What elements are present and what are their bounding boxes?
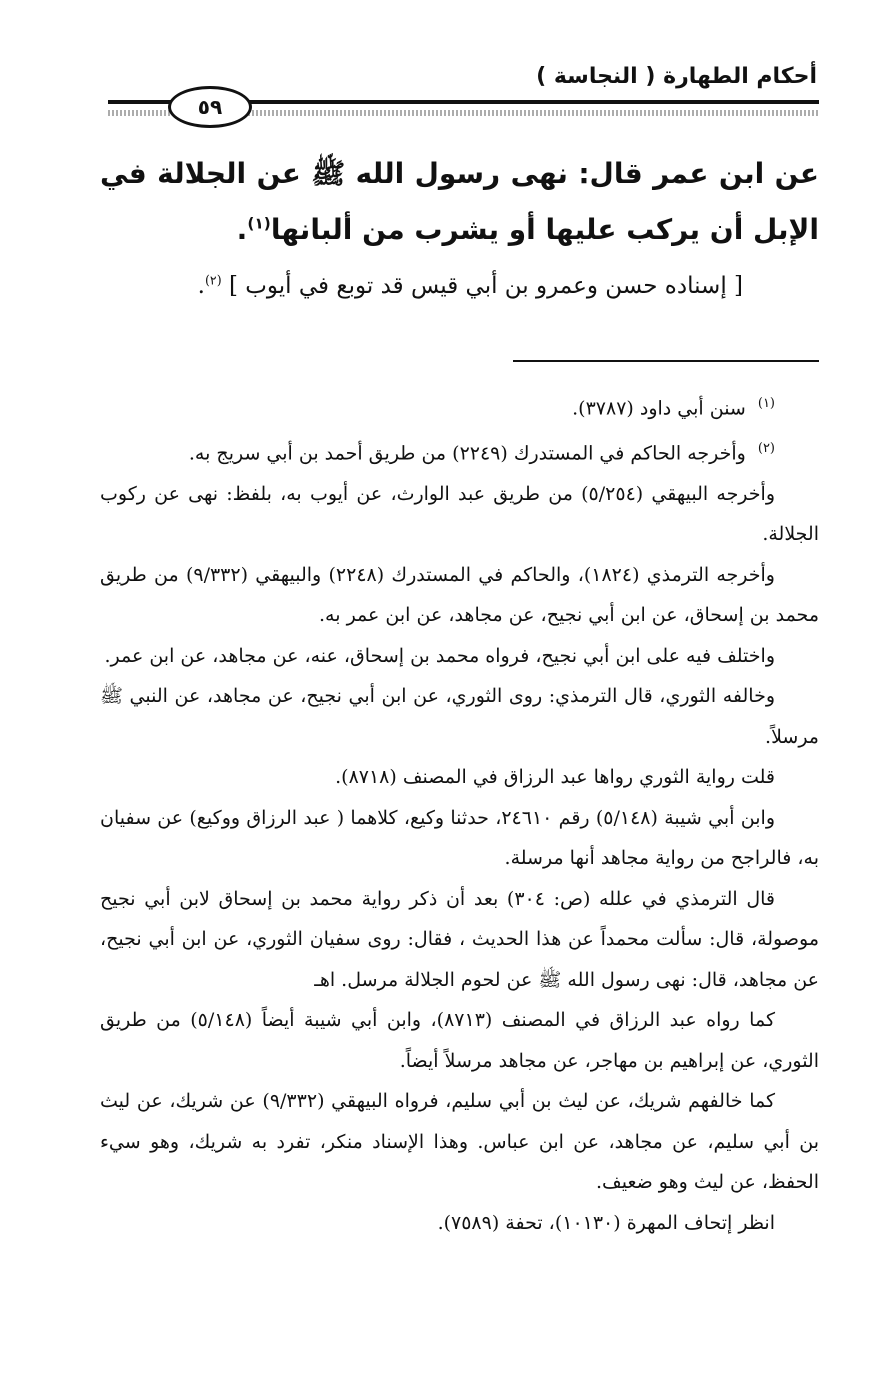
main-text [100,146,819,306]
footnote-paragraph: وابن أبي شيبة (٥/١٤٨) رقم ٢٤٦١٠، حدثنا وكيع، كلاهما ( عبد الرزاق ووكيع) عن سفيان به، فالراجح من رواية مجاهد أنها مرسلة. [100,806,819,870]
grading-footnote-ref: (٢) [204,272,222,288]
footnote-paragraph: كما خالفهم شريك، عن ليث بن أبي سليم، فرواه البيهقي (٩/٣٣٢) عن شريك، عن ليث بن أبي سليم، عن مجاهد، عن ابن عباس. وهذا الإسناد منكر، تفرد به شريك، وهو سيء الحفظ، عن ليث وهو ضعيف. [100,1090,819,1194]
hadith-footnote-ref: (١) [247,214,271,233]
isnad-grading: [ إسناده حسن وعمرو بن أبي قيس قد توبع في أيوب ] $^{(٢)}$. [197,272,743,299]
footnote-paragraph: واختلف فيه على ابن أبي نجيح، فرواه محمد بن إسحاق، عنه، عن مجاهد، عن ابن عمر. [104,644,775,667]
footnote-paragraph: وأخرجه الترمذي (١٨٢٤)، والحاكم في المستدرك (٢٢٤٨) والبيهقي (٩/٣٣٢) من طريق محمد بن إسحاق، عن ابن أبي نجيح، عن مجاهد، عن ابن عمر به. [100,563,819,627]
footnote-1-marker: (١) [757,396,775,411]
hadith-text: عن ابن عمر قال: نهى رسول الله ﷺ عن الجلالة في الإبل أن يركب عليها أو يشرب من ألبانها$^{(١)}$. [100,157,819,246]
footnote-2: $^{(٢)}$وأخرجه الحاكم في المستدرك (٢٢٤٩) من طريق أحمد بن أبي سريج به. [188,440,775,465]
running-title: أحكام الطهارة ( النجاسة ) [536,64,817,89]
footnote-1: $^{(١)}$سنن أبي داود (٣٧٨٧). [572,396,775,420]
footnote-paragraph: انظر إتحاف المهرة (١٠١٣٠)، تحفة (٧٥٨٩). [437,1211,775,1234]
footnote-separator [513,360,819,362]
footnote-paragraph: كما رواه عبد الرزاق في المصنف (٨٧١٣)، وابن أبي شيبة أيضاً (٥/١٤٨) من طريق الثوري، عن إبراهيم بن مهاجر، عن مجاهد مرسلاً أيضاً. [100,1009,819,1072]
footnote-paragraph: قلت رواية الثوري رواها عبد الرزاق في المصنف (٨٧١٨). [335,766,775,789]
footnote-paragraph: وأخرجه البيهقي (٥/٢٥٤) من طريق عبد الوارث، عن أيوب به، بلفظ: نهى عن ركوب الجلالة. [100,482,819,546]
footnote-paragraph: قال الترمذي في علله (ص: ٣٠٤) بعد أن ذكر رواية محمد بن إسحاق لابن أبي نجيح موصولة، قال: سألت محمداً عن هذا الحديث ، فقال: روى سفيان الثوري، عن ابن أبي نجيح، عن مجاهد، قال: نهى رسول الله ﷺ عن لحوم الجلالة مرسل. اهـ [100,887,819,991]
footnote-2-marker: (٢) [757,440,775,456]
footnotes [100,384,819,1243]
page-number: ٥٩ [168,86,252,128]
footnote-paragraph: وخالفه الثوري، قال الترمذي: روى الثوري، عن ابن أبي نجيح، عن مجاهد، عن النبي ﷺ مرسلاً. [100,685,819,748]
